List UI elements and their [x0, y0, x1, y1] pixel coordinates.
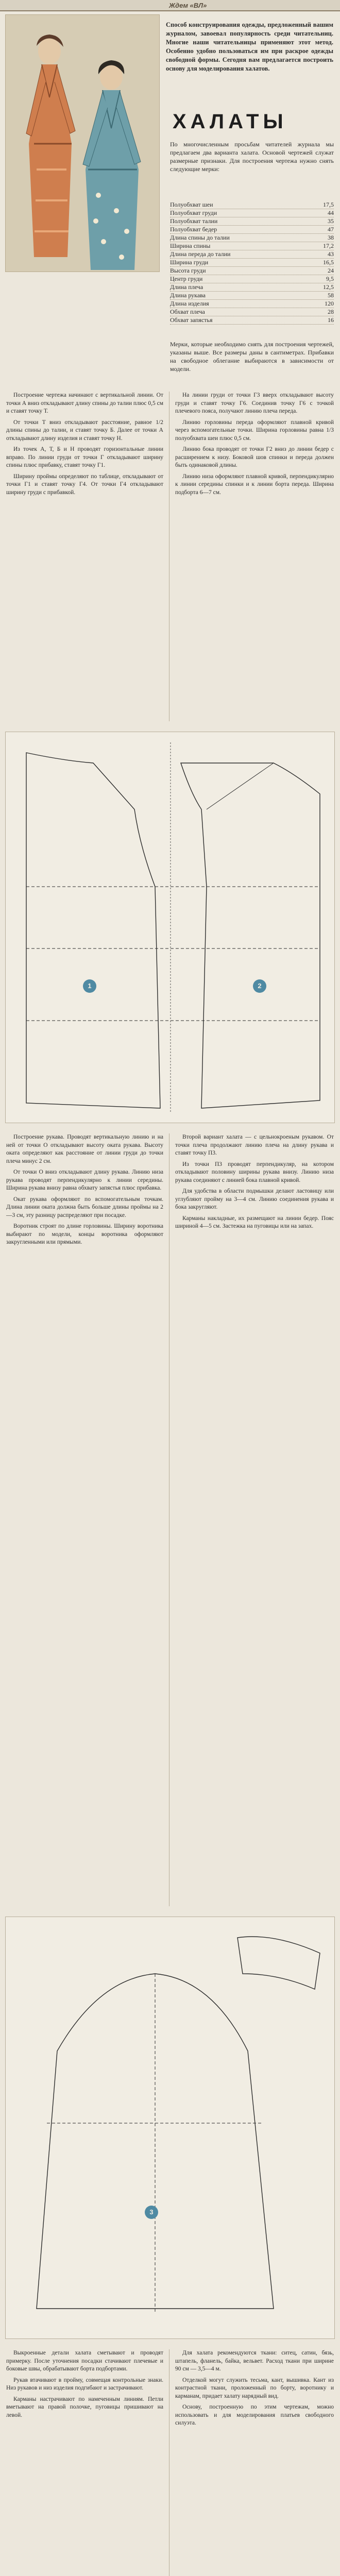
measurement-row	[170, 209, 334, 217]
paragraph: Рукав втачивают в пройму, совмещая контрольные знаки. Низ рукавов и низ изделия подгибают и застрачивают.	[6, 2377, 163, 2391]
pattern-drawing-1	[5, 732, 335, 1123]
measurement-row	[170, 308, 334, 316]
paragraph: На линии груди от точки Г3 вверх откладывают высоту груди и ставят точку Г6. Соединив точку Г6 с точкой плечевого пояса, получают линию плеча переда.	[175, 392, 334, 414]
paragraph: От точки Т вниз откладывают расстояние, равное 1/2 длины спины до талии, и ставят точку Б. Далее от точки А откладывают длину изделия и ставят точку Н.	[6, 419, 163, 442]
measurement-row	[170, 275, 334, 283]
text-column-right-1	[175, 392, 334, 500]
measurement-value: 16,5	[323, 259, 334, 266]
measurement-value: 35	[328, 217, 334, 225]
measurement-label: Ширина спины	[170, 242, 211, 249]
lead-paragraph: По многочисленным просьбам читателей журнала мы предлагаем два варианта халата. Основой чертежей служат размерные признаки. Для построения чертежа нужно снять следующие мерки:	[170, 141, 334, 173]
measurement-label: Обхват запястья	[170, 316, 213, 324]
paragraph: Карманы настрачивают по намеченным линиям. Петли вметывают на правой полочке, пуговицы пришивают на левой.	[6, 2396, 163, 2418]
text-column-right-3	[175, 2349, 334, 2431]
measurement-label: Длина спины до талии	[170, 234, 230, 241]
paragraph: Ширину проймы определяют по таблице, откладывают от точки Г1 и ставят точку Г4. От точки Г4 откладывают ширину груди с прибавкой.	[6, 473, 163, 496]
measurement-label: Длина рукава	[170, 292, 206, 299]
measurement-table	[170, 201, 334, 325]
measurement-label: Длина изделия	[170, 300, 209, 307]
fashion-illustration	[5, 14, 160, 272]
measurement-value: 24	[328, 267, 334, 274]
paragraph: Основу, построенную по этим чертежам, можно использовать и для моделирования платьев свободного силуэта.	[175, 2404, 334, 2426]
measurement-row	[170, 250, 334, 259]
measurement-label: Центр груди	[170, 275, 203, 282]
measurement-row	[170, 259, 334, 267]
article-title: ХАЛАТЫ	[173, 110, 287, 133]
paragraph: Построение рукава. Проводят вертикальную линию и на ней от точки О откладывают высоту оката рукава. Высоту оката определяют как расстояние от линии груди до точки плеча минус 2 см.	[6, 1134, 163, 1164]
paragraph: Построение чертежа начинают с вертикальной линии. От точки А вниз откладывают длину спины до талии плюс 0,5 см и ставят точку Т.	[6, 392, 163, 414]
paragraph: Линию бока проводят от точки Г2 вниз до линии бедер с расширением к низу. Боковой шов спинки и переда должен быть одинаковой длины.	[175, 446, 334, 468]
measurement-row	[170, 242, 334, 250]
robe-illustration-svg	[6, 15, 160, 272]
measurement-row	[170, 316, 334, 325]
text-column-left-1	[6, 392, 163, 500]
measurement-value: 9,5	[326, 275, 334, 282]
measurement-value: 17,2	[323, 242, 334, 249]
pattern-drawing-1-svg	[6, 732, 335, 1124]
measurement-row	[170, 292, 334, 300]
paragraph: Воротник строят по длине горловины. Ширину воротника выбирают по модели, концы воротника оформляют закругленными или прямыми.	[6, 1223, 163, 1245]
measurement-label: Полуобхват бедер	[170, 226, 217, 233]
measurement-row	[170, 267, 334, 275]
measurement-label: Ширина груди	[170, 259, 209, 266]
measurement-value: 12,5	[323, 283, 334, 291]
figure-label-2: 2	[253, 979, 266, 993]
text-column-right-2	[175, 1133, 334, 1234]
section-label: Ждем «ВЛ»	[169, 2, 207, 9]
measurement-label: Полуобхват талии	[170, 217, 218, 225]
measurement-value: 58	[328, 292, 334, 299]
pattern-drawing-2	[5, 1917, 335, 2339]
measurement-value: 28	[328, 308, 334, 315]
measurement-value: 16	[328, 316, 334, 324]
measurement-row	[170, 300, 334, 308]
paragraph: Для халата рекомендуются ткани: ситец, сатин, бязь, штапель, фланель, байка, вельвет. Расход ткани при ширине 90 см — 3,5—4 м.	[175, 2350, 334, 2372]
paragraph: Карманы накладные, их размещают на линии бедер. Пояс шириной 4—5 см. Застежка на пуговицы или на запах.	[175, 1215, 334, 1229]
paragraph: Выкроенные детали халата сметывают и проводят примерку. После уточнения посадки стачивают плечевые и боковые швы, обрабатывают борта подбортами.	[6, 2350, 163, 2372]
page-header	[0, 0, 340, 11]
intro-text: Способ конструирования одежды, предложенный вашим журналом, завоевал популярность среди читательниц. Многие наши читательницы применяют этот метод. Особенно удобно пользоваться им при раскрое одежды свободной формы. Сегодня вам предлагается построить основу для моделирования халатов.	[166, 21, 333, 72]
pattern-drawing-2-svg	[6, 1917, 335, 2340]
measurement-row	[170, 217, 334, 226]
measurement-value: 44	[328, 209, 334, 216]
measurement-value: 120	[325, 300, 334, 307]
measurement-value: 38	[328, 234, 334, 241]
measurement-value: 17,5	[323, 201, 334, 208]
measurement-label: Полуобхват груди	[170, 209, 217, 216]
after-table-text: Мерки, которые необходимо снять для построения чертежей, указаны выше. Все размеры даны в сантиметрах. Прибавки на свободное облегание выбираются в зависимости от модели.	[170, 341, 334, 372]
paragraph: Линию горловины переда оформляют плавной кривой через вспомогательные точки. Ширина горловины равна 1/3 полуобхвата шеи плюс 0,5 см.	[175, 419, 334, 442]
text-column-left-3	[6, 2349, 163, 2422]
measurement-value: 43	[328, 250, 334, 258]
measurement-label: Обхват плеча	[170, 308, 205, 315]
measurement-label: Длина переда до талии	[170, 250, 231, 258]
paragraph: Для удобства в области подмышки делают ластовицу или углубляют пройму на 3—4 см. Линию соединения рукава и бока закругляют.	[175, 1188, 334, 1210]
measurement-value: 47	[328, 226, 334, 233]
paragraph: Из точки П3 проводят перпендикуляр, на котором откладывают половину ширины рукава внизу. Линию низа рукава соединяют с линией бока плавной кривой.	[175, 1161, 334, 1183]
text-column-left-2	[6, 1133, 163, 1250]
paragraph: От точки О вниз откладывают длину рукава. Линию низа рукава проводят перпендикулярно к линии середины. Ширина рукава внизу равна обхвату запястья плюс прибавка.	[6, 1169, 163, 1191]
paragraph: Линию низа оформляют плавной кривой, перпендикулярно к линии середины спинки и к линии борта переда. Ширина подборта 6—7 см.	[175, 473, 334, 496]
measurement-row	[170, 234, 334, 242]
measurement-row	[170, 283, 334, 292]
measurement-label: Полуобхват шеи	[170, 201, 213, 208]
measurement-row	[170, 201, 334, 209]
paragraph: Отделкой могут служить тесьма, кант, вышивка. Кант из контрастной ткани, проложенный по борту, воротнику и карманам, придает халату нарядный вид.	[175, 2377, 334, 2399]
figure-label-3: 3	[145, 2206, 158, 2219]
paragraph: Окат рукава оформляют по вспомогательным точкам. Длина линии оката должна быть больше длины проймы на 2—3 см, эту разницу распределяют при посадке.	[6, 1196, 163, 1218]
measurement-label: Высота груди	[170, 267, 206, 274]
measurement-label: Длина плеча	[170, 283, 203, 291]
paragraph: Второй вариант халата — с цельнокроеным рукавом. От точки плеча продолжают линию плеча на длину рукава и ставят точку П3.	[175, 1134, 334, 1156]
figure-label-1: 1	[83, 979, 96, 993]
measurement-row	[170, 226, 334, 234]
paragraph: Из точек А, Т, Б и Н проводят горизонтальные линии вправо. По линии груди от точки Г откладывают ширину спины плюс прибавку, ставят точку Г1.	[6, 446, 163, 468]
